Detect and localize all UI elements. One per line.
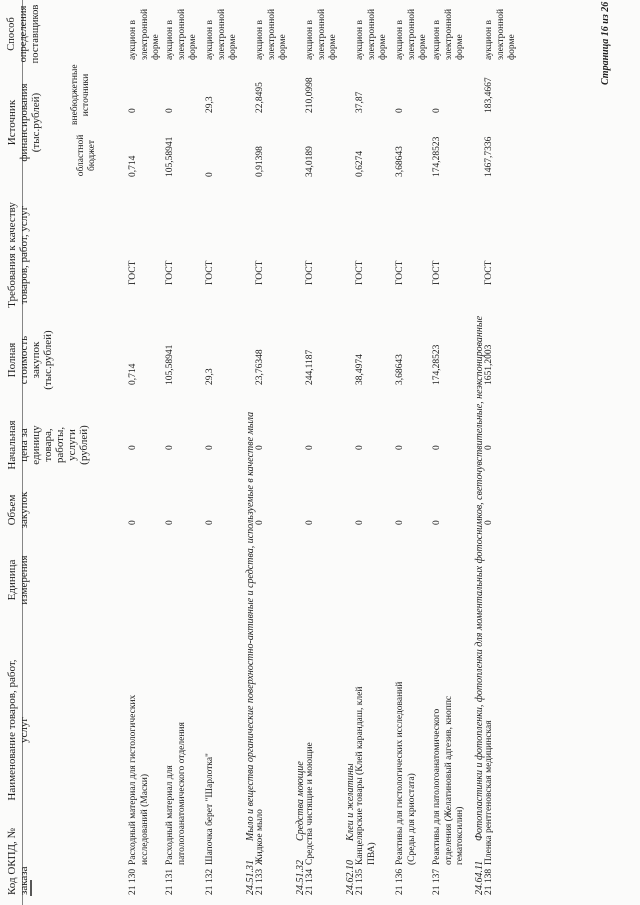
item-budget: 0	[205, 172, 215, 177]
item-requirement: ГОСТ	[165, 260, 175, 285]
item-price: 0	[205, 445, 215, 450]
group-title: Фотопластинки и фотопленки, фотопленки для моментальных фотоснимков, светочувствительные, неэкспонированные	[474, 315, 485, 841]
item-total: 1651,2003	[484, 344, 494, 385]
item-method: аукцион в электронной форме	[484, 8, 517, 60]
item-requirement: ГОСТ	[255, 260, 265, 285]
item-extra-funding: 29,3	[205, 96, 215, 113]
order-number: 21 135	[355, 868, 365, 895]
item-volume: 0	[255, 520, 265, 525]
order-number: 21 132	[205, 868, 215, 895]
item-budget: 0,6274	[355, 150, 365, 177]
item-method: аукцион в электронной форме	[255, 8, 288, 60]
item-requirement: ГОСТ	[395, 260, 405, 285]
item-total: 23,76348	[255, 349, 265, 385]
item-extra-funding: 0	[128, 108, 138, 113]
order-number: 21 131	[165, 868, 175, 895]
header-code: Код ОКПД, № заказа	[6, 827, 30, 895]
header-unit: Единица измерения	[6, 555, 30, 605]
item-price: 0	[395, 445, 405, 450]
item-name: Средства чистящие и моющие	[305, 742, 315, 865]
item-budget: 105,58941	[165, 136, 175, 177]
item-total: 0,714	[128, 363, 138, 385]
item-method: аукцион в электронной форме	[305, 8, 338, 60]
item-method: аукцион в электронной форме	[432, 8, 465, 60]
item-name: Канцелярские товары (Клей карандаш, клей ПВА)	[355, 686, 377, 865]
item-requirement: ГОСТ	[355, 260, 365, 285]
item-extra-funding: 0	[165, 108, 175, 113]
header-name: Наименование товаров, работ, услуг	[6, 659, 30, 801]
item-extra-funding: 37,87	[355, 91, 365, 113]
item-name: Расходный материал для патологоанатомического отделения	[165, 722, 187, 865]
item-method: аукцион в электронной форме	[395, 8, 428, 60]
item-name: Жидкое мыло	[255, 809, 265, 865]
item-method: аукцион в электронной форме	[355, 8, 388, 60]
item-extra-funding: 22,8495	[255, 82, 265, 113]
item-name: Реактивы для гистологических исследований (Среды для криостата)	[395, 681, 417, 865]
item-budget: 34,0189	[305, 146, 315, 177]
item-total: 105,58941	[165, 344, 175, 385]
item-volume: 0	[355, 520, 365, 525]
item-total: 3,68643	[395, 354, 405, 385]
item-volume: 0	[395, 520, 405, 525]
group-title: Средства моющие	[295, 761, 306, 841]
item-total: 244,1187	[305, 349, 315, 385]
item-name: Реактивы для патологоанатомического отделения (Желатиновый адгезив, кноппс гематоксилин)	[432, 695, 465, 865]
item-price: 0	[128, 445, 138, 450]
item-extra-funding: 210,0998	[305, 77, 315, 113]
group-title: Мыло и вещества органические поверхностно-активные и средства, используемые в качестве мыла	[245, 411, 256, 841]
header-requirements: Требования к качеству товаров, работ, услуг	[6, 202, 30, 308]
item-requirement: ГОСТ	[432, 260, 442, 285]
item-name: Расходный материал для гистологических исследований (Маски)	[128, 694, 150, 865]
order-number: 21 134	[305, 868, 315, 895]
header-financing: Источник финансирования (тыс.рублей)	[6, 83, 42, 162]
item-price: 0	[165, 445, 175, 450]
item-budget: 174,28523	[432, 136, 442, 177]
item-volume: 0	[432, 520, 442, 525]
page-number: Страница 16 из 26	[600, 1, 611, 85]
group-code: 24.62.10	[345, 860, 356, 895]
item-budget: 0,91398	[255, 146, 265, 177]
item-volume: 0	[165, 520, 175, 525]
item-extra-funding: 0	[432, 108, 442, 113]
item-budget: 0,714	[128, 155, 138, 177]
item-name: Шапочка берет "Шарлотка"	[205, 753, 215, 865]
item-volume: 0	[484, 520, 494, 525]
item-total: 29,3	[205, 368, 215, 385]
item-requirement: ГОСТ	[484, 260, 494, 285]
item-price: 0	[305, 445, 315, 450]
item-name: Пленка рентгеновская медицинская	[484, 720, 494, 865]
item-method: аукцион в электронной форме	[165, 8, 198, 60]
item-price: 0	[484, 445, 494, 450]
order-number: 21 138	[484, 868, 494, 895]
item-price: 0	[432, 445, 442, 450]
item-method: аукцион в электронной форме	[205, 8, 238, 60]
item-volume: 0	[205, 520, 215, 525]
item-price: 0	[255, 445, 265, 450]
header-price: Начальная цена за единицу товара, работы, услуги (рублей)	[6, 420, 90, 470]
header-method: Способ определения поставщиков	[6, 4, 41, 64]
item-price: 0	[355, 445, 365, 450]
item-requirement: ГОСТ	[205, 260, 215, 285]
order-number: 21 133	[255, 868, 265, 895]
item-requirement: ГОСТ	[305, 260, 315, 285]
header-financing-budget: областной бюджет	[76, 134, 97, 177]
item-volume: 0	[128, 520, 138, 525]
item-budget: 1467,7336	[484, 136, 494, 177]
item-volume: 0	[305, 520, 315, 525]
group-code: 24.51.31	[245, 860, 256, 895]
item-budget: 3,68643	[395, 146, 405, 177]
header-financing-extra: внебюджетные источники	[70, 64, 91, 125]
order-number: 21 137	[432, 868, 442, 895]
item-extra-funding: 0	[395, 108, 405, 113]
order-number: 21 130	[128, 868, 138, 895]
group-title: Клеи и желатины	[345, 763, 356, 841]
group-code: 24.51.32	[295, 860, 306, 895]
item-extra-funding: 183,4667	[484, 77, 494, 113]
item-total: 174,28523	[432, 344, 442, 385]
item-requirement: ГОСТ	[128, 260, 138, 285]
item-total: 38,4974	[355, 354, 365, 385]
order-number: 21 136	[395, 868, 405, 895]
header-volume: Объем закупок	[6, 491, 30, 529]
item-method: аукцион в электронной форме	[128, 8, 161, 60]
header-total: Полная стоимость закупок (тыс.рублей)	[6, 330, 54, 390]
group-code: 24.64.11	[474, 860, 485, 895]
